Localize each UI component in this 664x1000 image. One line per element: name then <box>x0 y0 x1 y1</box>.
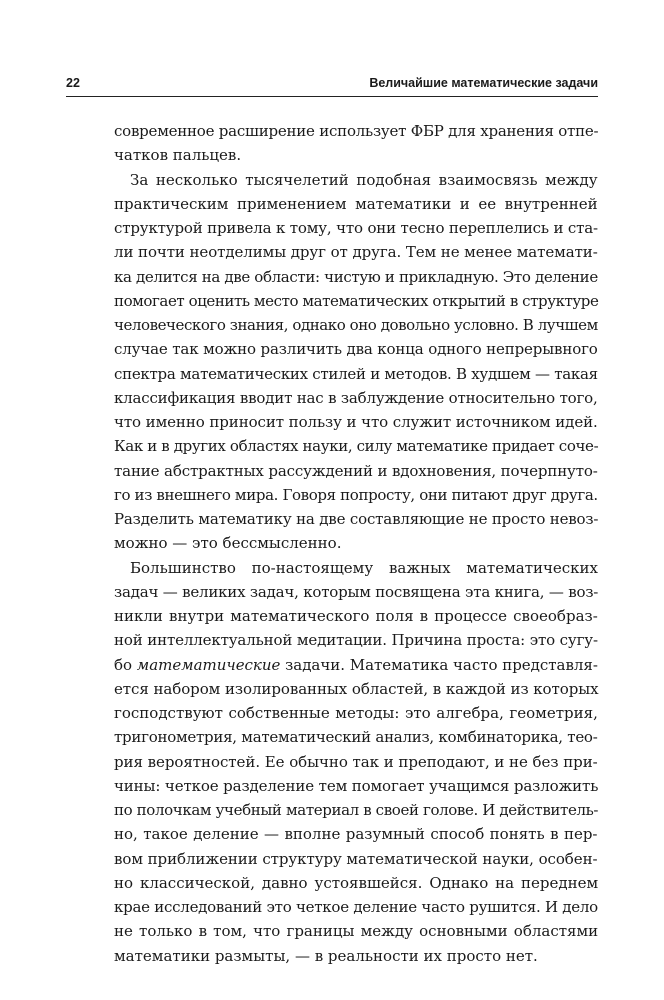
text-line: го из внешнего мира. Говоря попросту, они питают друг друга. <box>114 485 598 504</box>
text-line: господствуют собственные методы: это алгебра, геометрия, <box>114 704 598 722</box>
text-line: Разделить математику на две составляющие не просто невоз- <box>114 510 599 528</box>
text-line: случае так можно различить два конца одного непрерывного <box>114 340 598 359</box>
text-line: ется набором изолированных областей, в каждой из которых <box>114 679 599 698</box>
text-line: ли почти неотделимы друг от друга. Тем не менее математи- <box>114 243 598 262</box>
text-line: чины: четкое разделение тем помогает учащимся разложить <box>114 776 599 795</box>
text-line: что именно приносит пользу и что служит источником идей. <box>114 413 598 431</box>
text-line: Как и в других областях науки, силу математике придает соче- <box>114 437 599 456</box>
running-header <box>66 74 598 97</box>
text-line: человеческого знания, однако оно довольно условно. В лучшем <box>114 316 598 334</box>
text-line: Большинство по-настоящему важных математических <box>130 558 599 577</box>
text-line: структурой привела к тому, что они тесно переплелись и ста- <box>114 219 598 237</box>
text-line: тригонометрия, математический анализ, комбинаторика, тео- <box>114 728 598 747</box>
text-line: крае исследований это четкое деление часто рушится. И дело <box>114 898 598 916</box>
text-line <box>114 653 598 677</box>
text-line: по полочкам учебный материал в своей голове. И действитель- <box>114 801 599 819</box>
text-segment: бо <box>114 655 133 674</box>
body-text <box>114 119 598 968</box>
text-line: чатков пальцев. <box>114 146 242 165</box>
text-line: рия вероятностей. Ее обычно так и преподают, и не без при- <box>114 752 598 771</box>
text-line: классификация вводит нас в заблуждение относительно того, <box>114 388 598 407</box>
text-line: тание абстрактных рассуждений и вдохновения, почерпнуто- <box>114 461 598 480</box>
text-line: можно — это бессмысленно. <box>114 534 342 553</box>
text-line: но, такое деление — вполне разумный способ понять в пер- <box>114 825 598 844</box>
text-line: никли внутри математического поля в процессе своеобраз- <box>114 607 598 625</box>
running-title: Величайшие математические задачи <box>369 76 598 90</box>
text-line: вом приближении структуру математической науки, особен- <box>114 849 598 868</box>
text-line: не только в том, что границы между основными областями <box>114 922 599 941</box>
text-line: спектра математических стилей и методов. В худшем — такая <box>114 364 598 383</box>
text-segment: задачи. Математика часто представля- <box>285 655 598 674</box>
emphasis: математические <box>136 655 281 674</box>
text-line: современное расширение использует ФБР для хранения отпе- <box>114 122 599 140</box>
text-line: но классической, давно устоявшейся. Однако на переднем <box>114 873 599 892</box>
text-line: ной интеллектуальной медитации. Причина проста: это сугу- <box>114 631 598 650</box>
page-number: 22 <box>66 76 80 90</box>
text-line: математики размыты, — в реальности их просто нет. <box>114 946 538 965</box>
text-line: помогает оценить место математических открытий в структуре <box>114 291 599 310</box>
text-line: За несколько тысячелетий подобная взаимосвязь между <box>130 170 598 189</box>
text-line: практическим применением математики и ее внутренней <box>114 194 598 213</box>
text-line: ка делится на две области: чистую и прикладную. Это деление <box>114 267 598 286</box>
text-line: задач — великих задач, которым посвящена эта книга, — воз- <box>114 582 599 601</box>
